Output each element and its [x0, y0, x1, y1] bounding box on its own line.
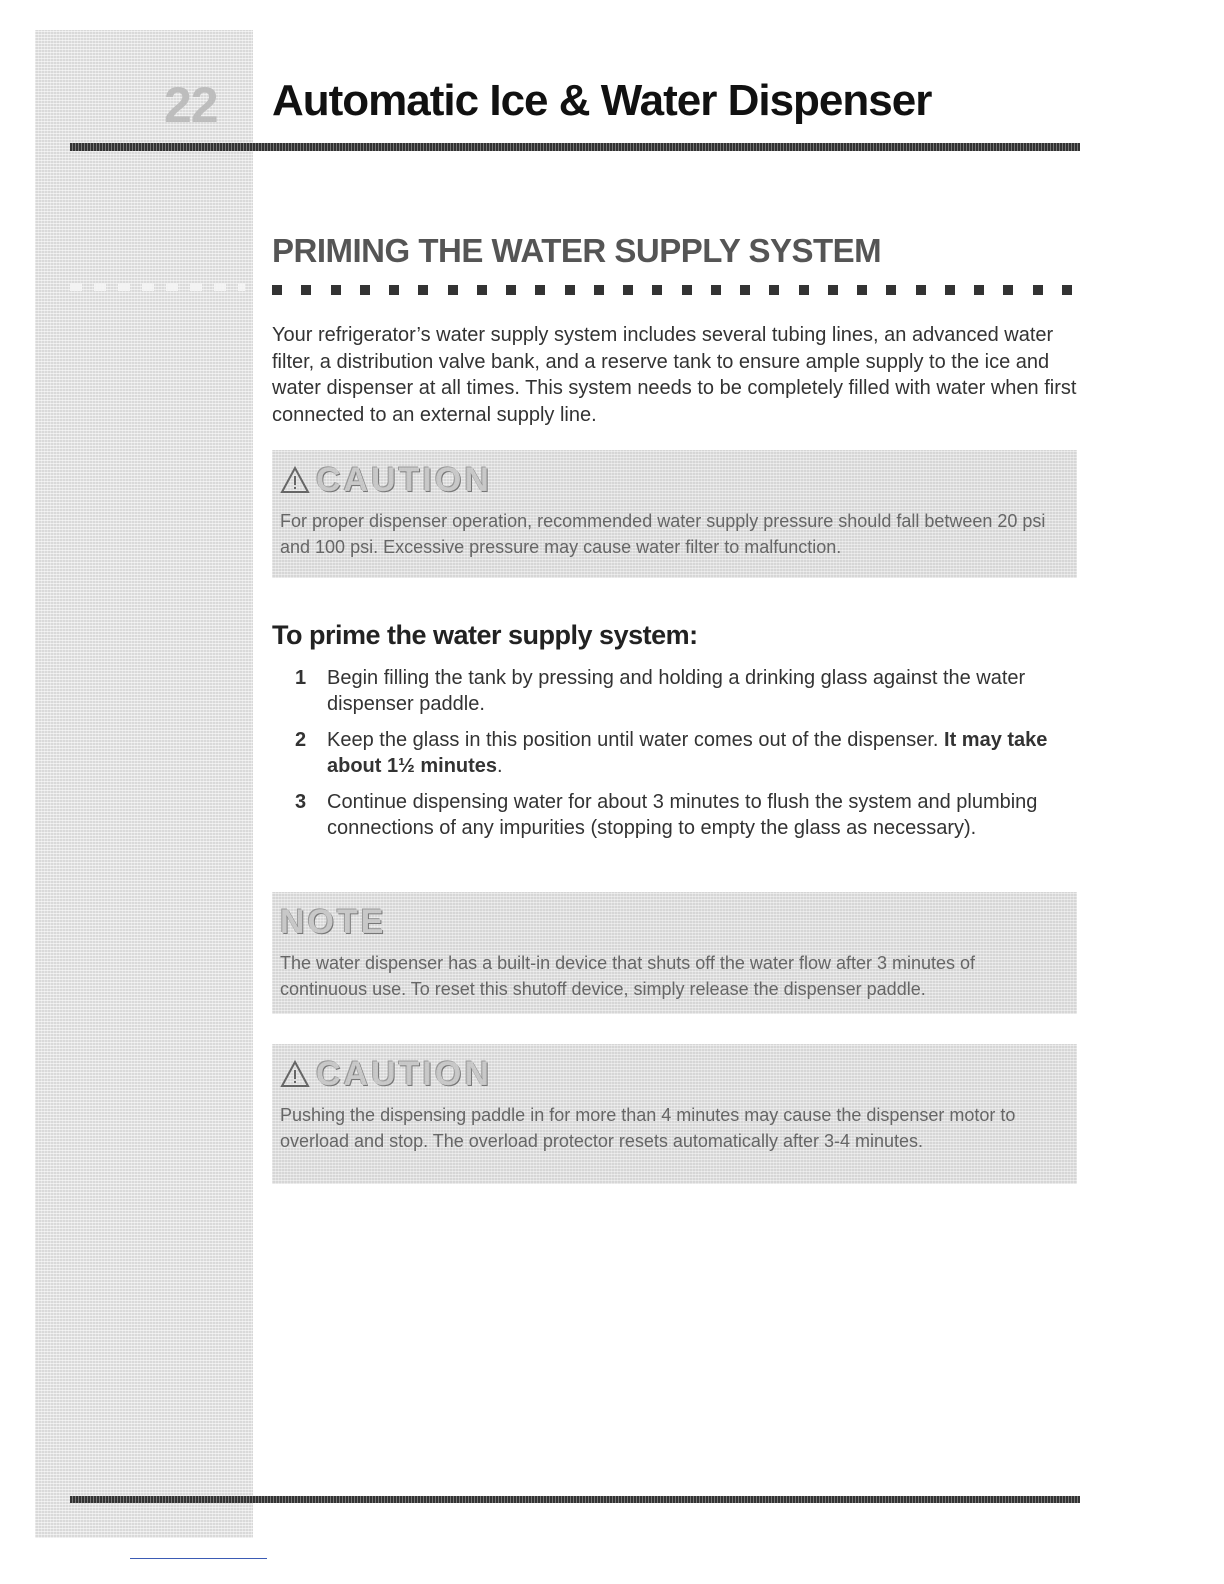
caution-text: Pushing the dispensing paddle in for more than 4 minutes may cause the dispenser motor to overload and stop. The overload protector resets automatically after 3-4 minutes. [280, 1105, 1016, 1151]
list-item [295, 789, 1085, 841]
section-heading: PRIMING THE WATER SUPPLY SYSTEM [272, 232, 882, 269]
note-label: NOTE [280, 902, 387, 941]
procedure-heading: To prime the water supply system: [272, 620, 698, 650]
step-text: Begin filling the tank by pressing and holding a drinking glass against the water dispenser paddle. [327, 667, 1026, 715]
warning-triangle-icon [280, 1060, 310, 1088]
step-number: 1 [295, 667, 307, 689]
list-item [295, 665, 1085, 717]
step-number: 2 [295, 729, 307, 751]
procedure-steps [295, 665, 1085, 851]
step-emphasis: It may take about 1½ minutes [327, 729, 1048, 777]
warning-triangle-icon [280, 466, 310, 494]
step-text: Continue dispensing water for about 3 minutes to flush the system and plumbing connections of any impurities (stopping to empty the glass as necessary). [327, 791, 1038, 839]
note-text: The water dispenser has a built-in device that shuts off the water flow after 3 minutes of continuous use. To reset this shutoff device, simply release the dispenser paddle. [280, 953, 976, 999]
sidebar-dash-divider [70, 283, 245, 291]
intro-paragraph: Your refrigerator’s water supply system includes several tubing lines, an advanced water filter, a distribution valve bank, and a reserve tank to ensure ample supply to the ice and water dispenser at all times. This system needs to be completely filled with water when first connected to an external supply line. [272, 324, 1077, 426]
footer-rule [70, 1496, 1080, 1503]
caution-box-overload [272, 1044, 1077, 1184]
caution-box-pressure [272, 450, 1077, 578]
note-box [272, 892, 1077, 1014]
caution-text: For proper dispenser operation, recommended water supply pressure should fall between 20 psi and 100 psi. Excessive pressure may cause water filter to malfunction. [280, 511, 1046, 557]
footer-link-underline [130, 1558, 267, 1559]
sidebar-band [35, 30, 253, 1538]
caution-label: CAUTION [316, 460, 492, 499]
page-title: Automatic Ice & Water Dispenser [272, 76, 932, 125]
step-text: Keep the glass in this position until water comes out of the dispenser. It may take about 1½ minutes. [327, 729, 1048, 777]
list-item [295, 727, 1085, 779]
header-rule [70, 143, 1080, 151]
page-number: 22 [164, 77, 218, 133]
caution-label: CAUTION [316, 1054, 492, 1093]
step-number: 3 [295, 791, 307, 813]
square-divider [272, 285, 1072, 297]
